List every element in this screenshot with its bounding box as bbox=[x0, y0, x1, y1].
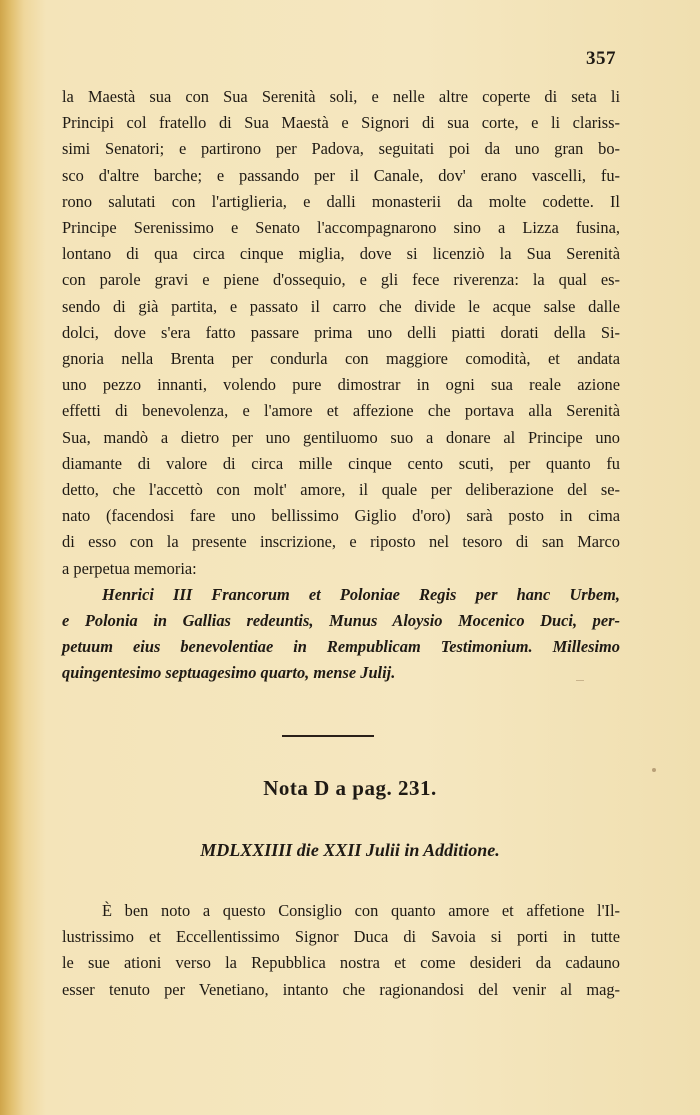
text-line: È ben noto a questo Consiglio con quanto amore et affetione l'Il- bbox=[102, 901, 620, 920]
text-line: lustrissimo et Eccellentissimo Signor Duca di Savoia si porti in tutte bbox=[62, 927, 620, 947]
text-line: a perpetua memoria: bbox=[62, 558, 197, 578]
text-line: dolci, dove s'era fatto passare prima uno delli piatti dorati della Si- bbox=[62, 322, 620, 342]
text-line: esser tenuto per Venetiano, intanto che ragionandosi del venir al mag- bbox=[62, 979, 620, 999]
page-number: 357 bbox=[586, 48, 616, 69]
text-line: Sua, mandò a dietro per uno gentiluomo suo a donare al Principe uno bbox=[62, 427, 620, 447]
text-line: nato (facendosi fare uno bellissimo Giglio d'oro) sarà posto in cima bbox=[62, 506, 620, 526]
text-line: uno pezzo innanti, volendo pure dimostrar in ogni sua reale azione bbox=[62, 375, 620, 395]
text-line: con parole gravi e piene d'ossequio, e gli fece riverenza: la qual es- bbox=[62, 270, 620, 290]
paper-speck bbox=[652, 768, 656, 772]
inscription-line: petuum eius benevolentiae in Rempublicam Testimonium. Millesimo bbox=[62, 637, 620, 657]
text-line: sco d'altre barche; e passando per il Canale, dov' erano vascelli, fu- bbox=[62, 165, 620, 185]
text-line: gnoria nella Brenta per condurla con maggiore comodità, et andata bbox=[62, 349, 620, 369]
inscription-line: e Polonia in Gallias redeuntis, Munus Aloysio Mocenico Duci, per- bbox=[62, 611, 620, 631]
text-line: Principi col fratello di Sua Maestà e Signori di sua corte, e li clariss- bbox=[62, 113, 620, 133]
text-line: lontano di qua circa cinque miglia, dove si licenziò la Sua Serenità bbox=[62, 244, 620, 264]
section-divider bbox=[282, 735, 374, 737]
note-paragraph bbox=[62, 898, 620, 1003]
paper-speck bbox=[576, 680, 584, 681]
text-line: la Maestà sua con Sua Serenità soli, e nelle altre coperte di seta li bbox=[62, 87, 620, 106]
note-subheading: MDLXXIIII die XXII Julii in Additione. bbox=[200, 840, 500, 860]
text-line: di esso con la presente inscrizione, e riposto nel tesoro di san Marco bbox=[62, 532, 620, 552]
note-heading: Nota D a pag. 231. bbox=[263, 776, 437, 800]
text-line: simi Senatori; e partirono per Padova, seguitati poi da uno gran bo- bbox=[62, 139, 620, 159]
latin-inscription bbox=[62, 582, 620, 687]
inscription-line: quingentesimo septuagesimo quarto, mense Julij. bbox=[62, 663, 396, 683]
text-line: effetti di benevolenza, e l'amore et affezione che portava alla Serenità bbox=[62, 401, 620, 421]
text-line: le sue ationi verso la Repubblica nostra et come desideri da cadauno bbox=[62, 953, 620, 973]
text-line: rono salutati con l'artiglieria, e dalli monasterii da molte codette. Il bbox=[62, 191, 620, 211]
text-line: sendo di già partita, e passato il carro che divide le acque salse dalle bbox=[62, 296, 620, 316]
text-line: diamante di valore di circa mille cinque cento scuti, per quanto fu bbox=[62, 453, 620, 473]
text-line: detto, che l'accettò con molt' amore, il quale per deliberazione del se- bbox=[62, 480, 620, 500]
inscription-line: Henrici III Francorum et Poloniae Regis per hanc Urbem, bbox=[102, 584, 620, 604]
main-paragraph bbox=[62, 84, 620, 687]
text-line: Principe Serenissimo e Senato l'accompagnarono sino a Lizza fusina, bbox=[62, 218, 620, 238]
